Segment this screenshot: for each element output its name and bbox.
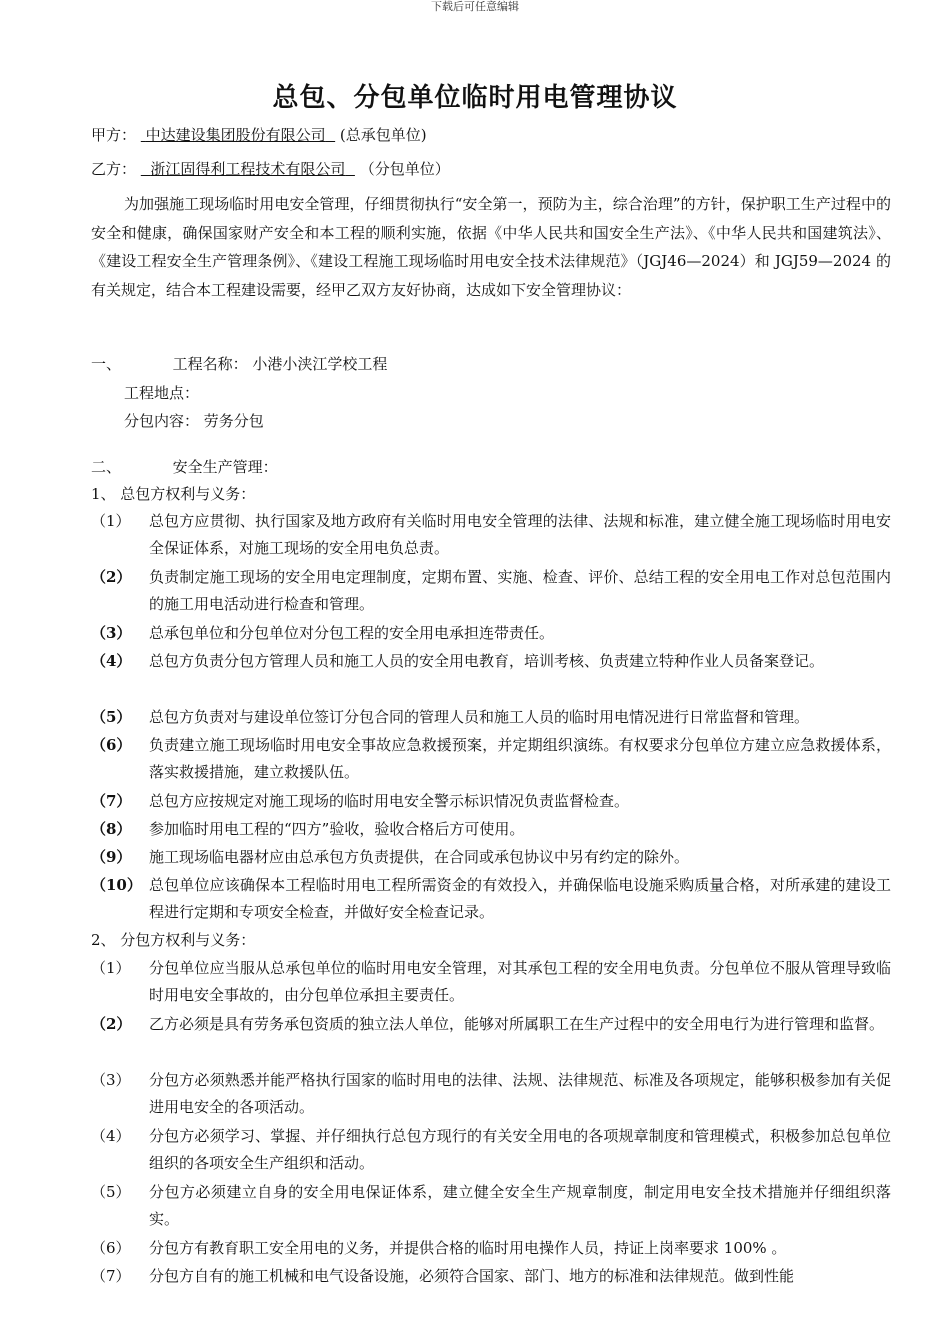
document-title: 总包、分包单位临时用电管理协议 <box>272 83 678 113</box>
list-item <box>91 872 891 926</box>
list-item <box>91 648 891 675</box>
item-number: （4） <box>91 1127 131 1145</box>
party-a-line <box>91 125 427 145</box>
section-2-heading <box>91 457 278 477</box>
item-number: （1） <box>91 512 131 530</box>
item-text: 负责建立施工现场临时用电安全事故应急救援预案，并定期组织演练。有权要求分包单位方建立应急救援体系，落实救援措施，建立救援队伍。 <box>149 736 891 781</box>
header-note: 下载后可任意编辑 <box>431 0 519 13</box>
sub-heading-subcontractor: 2、 分包方权利与义务： <box>91 931 256 949</box>
item-number: （4） <box>91 652 132 670</box>
list-item <box>91 1067 891 1121</box>
item-number: （2） <box>91 568 132 586</box>
list-item <box>91 816 891 843</box>
item-text: 分包方必须建立自身的安全用电保证体系，建立健全安全生产规章制度，制定用电安全技术措施并仔细组织落实。 <box>149 1183 891 1228</box>
party-b-label: 乙方： <box>91 160 137 178</box>
list-item <box>91 844 891 871</box>
item-number: （9） <box>91 848 132 866</box>
section-1-label: 工程名称： <box>172 355 248 373</box>
item-number: （3） <box>91 624 132 642</box>
section-2-label: 安全生产管理： <box>172 458 278 476</box>
party-b-line <box>91 159 450 179</box>
list-item <box>91 704 891 731</box>
party-a-label: 甲方： <box>91 126 137 144</box>
party-b-value: 浙江固得利工程技术有限公司 <box>150 160 346 178</box>
list-item <box>91 788 891 815</box>
item-number: （3） <box>91 1071 131 1089</box>
item-number: （5） <box>91 1183 131 1201</box>
item-number: （7） <box>91 1267 131 1285</box>
item-number: （5） <box>91 708 132 726</box>
item-text: 负责制定施工现场的安全用电定理制度，定期布置、实施、检查、评价、总结工程的安全用电工作对总包范围内的施工用电活动进行检查和管理。 <box>149 568 891 613</box>
item-text: 总包方应贯彻、执行国家及地方政府有关临时用电安全管理的法律、法规和标准，建立健全施工现场临时用电安全保证体系，对施工现场的安全用电负总责。 <box>149 512 891 557</box>
project-location <box>124 383 199 403</box>
intro-paragraph: 为加强施工现场临时用电安全管理，仔细贯彻执行“安全第一，预防为主，综合治理”的方针，保护职工生产过程中的安全和健康，确保国家财产安全和本工程的顺利实施，依据《中华人民共和国安全生产法》、《中华人民共和国建筑法》、《建设工程安全生产管理条例》、《建设工程施工现场临时用电安全技术法律规范》（JGJ46—2024）和 JGJ59—2024 的有关规定，结合本工程建设需要，经甲乙双方友好协商，达成如下安全管理协议： <box>91 195 891 299</box>
subcontract-content-label: 分包内容： <box>124 412 200 430</box>
item-text: 乙方必须是具有劳务承包资质的独立法人单位，能够对所属职工在生产过程中的安全用电行为进行管理和监督。 <box>149 1015 885 1033</box>
item-number: （1） <box>91 959 131 977</box>
list-item <box>91 732 891 786</box>
list-item <box>91 1011 891 1038</box>
item-number: （2） <box>91 1015 132 1033</box>
list-item <box>91 508 891 562</box>
party-a-role: (总承包单位) <box>339 126 427 144</box>
section-2-number: 二、 <box>91 458 122 476</box>
item-number: （6） <box>91 1239 131 1257</box>
item-number: （10） <box>91 876 142 894</box>
item-text: 总承包单位和分包单位对分包工程的安全用电承担连带责任。 <box>149 624 555 642</box>
sub-heading-general-contractor: 1、 总包方权利与义务： <box>91 485 256 503</box>
list-item <box>91 620 891 647</box>
section-1-number: 一、 <box>91 355 122 373</box>
item-text: 总包方负责分包方管理人员和施工人员的安全用电教育，培训考核、负责建立特种作业人员备案登记。 <box>149 652 825 670</box>
list-item <box>91 1123 891 1177</box>
list-item <box>91 1263 891 1290</box>
party-a-value: 中达建设集团股份有限公司 <box>145 126 326 144</box>
list-item <box>91 1235 891 1262</box>
item-text: 参加临时用电工程的“四方”验收，验收合格后方可使用。 <box>149 820 525 838</box>
item-text: 分包方必须熟悉并能严格执行国家的临时用电的法律、法规、法律规范、标准及各项规定，能够积极参加有关促进用电安全的各项活动。 <box>149 1071 891 1116</box>
list-item <box>91 1179 891 1233</box>
item-text: 总包方应按规定对施工现场的临时用电安全警示标识情况负责监督检查。 <box>149 792 630 810</box>
item-text: 分包方有教育职工安全用电的义务，并提供合格的临时用电操作人员，持证上岗率要求 100% 。 <box>149 1239 787 1257</box>
list-item <box>91 955 891 1009</box>
subcontract-content <box>124 411 264 431</box>
item-text: 总包单位应该确保本工程临时用电工程所需资金的有效投入，并确保临电设施采购质量合格，对所承建的建设工程进行定期和专项安全检查，并做好安全检查记录。 <box>149 876 891 921</box>
list-item <box>91 564 891 618</box>
item-text: 分包方必须学习、掌握、并仔细执行总包方现行的有关安全用电的各项规章制度和管理模式，积极参加总包单位组织的各项安全生产组织和活动。 <box>149 1127 891 1172</box>
item-text: 分包方自有的施工机械和电气设备设施，必须符合国家、部门、地方的标准和法律规范。做到性能 <box>149 1267 795 1285</box>
item-text: 分包单位应当服从总承包单位的临时用电安全管理，对其承包工程的安全用电负责。分包单位不服从管理导致临时用电安全事故的，由分包单位承担主要责任。 <box>149 959 891 1004</box>
project-name: 小港小浃江学校工程 <box>252 355 388 373</box>
item-number: （8） <box>91 820 132 838</box>
section-1-heading <box>91 354 387 374</box>
project-location-label: 工程地点： <box>124 384 200 402</box>
item-text: 施工现场临电器材应由总承包方负责提供，在合同或承包协议中另有约定的除外。 <box>149 848 690 866</box>
subcontract-content-value: 劳务分包 <box>203 412 264 430</box>
item-number: （6） <box>91 736 132 754</box>
item-text: 总包方负责对与建设单位签订分包合同的管理人员和施工人员的临时用电情况进行日常监督和管理。 <box>149 708 810 726</box>
item-number: （7） <box>91 792 132 810</box>
party-b-role: （分包单位） <box>359 160 450 178</box>
